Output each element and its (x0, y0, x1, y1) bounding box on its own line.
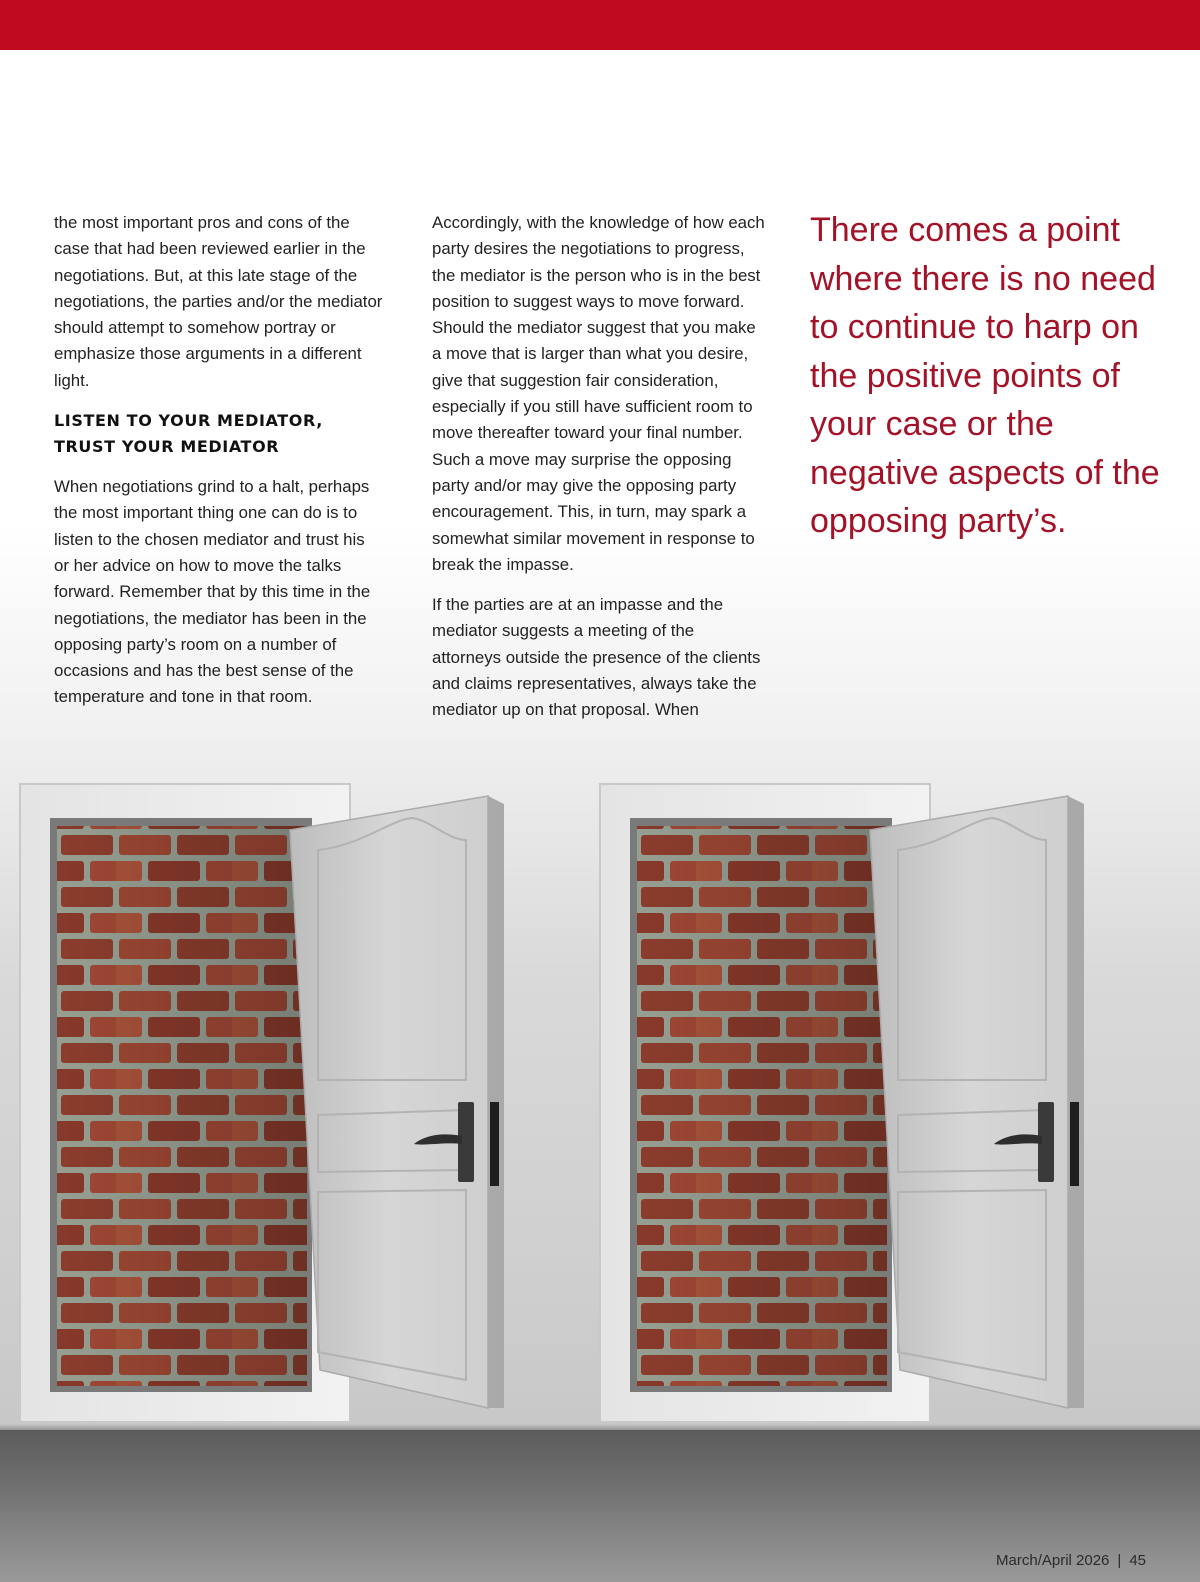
issue-date: March/April 2026 (996, 1552, 1110, 1569)
page-number: 45 (1129, 1552, 1146, 1569)
open-door (870, 796, 1068, 1408)
text-column-left (54, 210, 384, 725)
section-heading-line-2: TRUST YOUR MEDIATOR (54, 437, 280, 457)
section-heading-line-1: LISTEN TO YOUR MEDIATOR, (54, 411, 323, 431)
top-accent-bar (0, 0, 1200, 50)
body-paragraph: Accordingly, with the knowledge of how each party desires the negotiations to progress, the mediator is the person who is in the best position to suggest ways to move forward. Should the mediator suggest that you make a move that is larger than what you desire, give that suggestion fair consideration, especially if you still have sufficient room to move thereafter toward your final number. Such a move may surprise the opposing party and/or may give the opposing party encouragement. This, in turn, may spark a somewhat similar movement in response to break the impasse. (432, 213, 765, 574)
text-column-middle (432, 210, 767, 738)
body-paragraph: the most important pros and cons of the case that had been reviewed earlier in the negotiations. But, at this late stage of the negotiations, the parties and/or the mediator should attempt to somehow portray or emphasize those arguments in a different light. (54, 213, 383, 390)
doors-brick-wall-illustration (0, 780, 1200, 1440)
open-door (290, 796, 488, 1408)
section-heading (54, 408, 384, 460)
body-paragraph: When negotiations grind to a halt, perhaps the most important thing one can do is to listen to the chosen mediator and trust his or her advice on how to move the talks forward. Remember that by this time in the negotiations, the mediator has been in the opposing party’s room on a number of occasions and has the best sense of the temperature and tone in that room. (54, 477, 371, 707)
page-footer (996, 1552, 1146, 1569)
body-paragraph: If the parties are at an impasse and the mediator suggests a meeting of the attorneys outside the presence of the clients and claims representatives, always take the mediator up on that proposal. When (432, 595, 761, 720)
door-unit-left (20, 784, 504, 1422)
pull-quote: There comes a point where there is no need to continue to harp on the positive points of your case or the negative aspects of the opposing party’s. (810, 211, 1160, 540)
footer-separator: | (1117, 1552, 1122, 1569)
door-unit-right (600, 784, 1084, 1422)
